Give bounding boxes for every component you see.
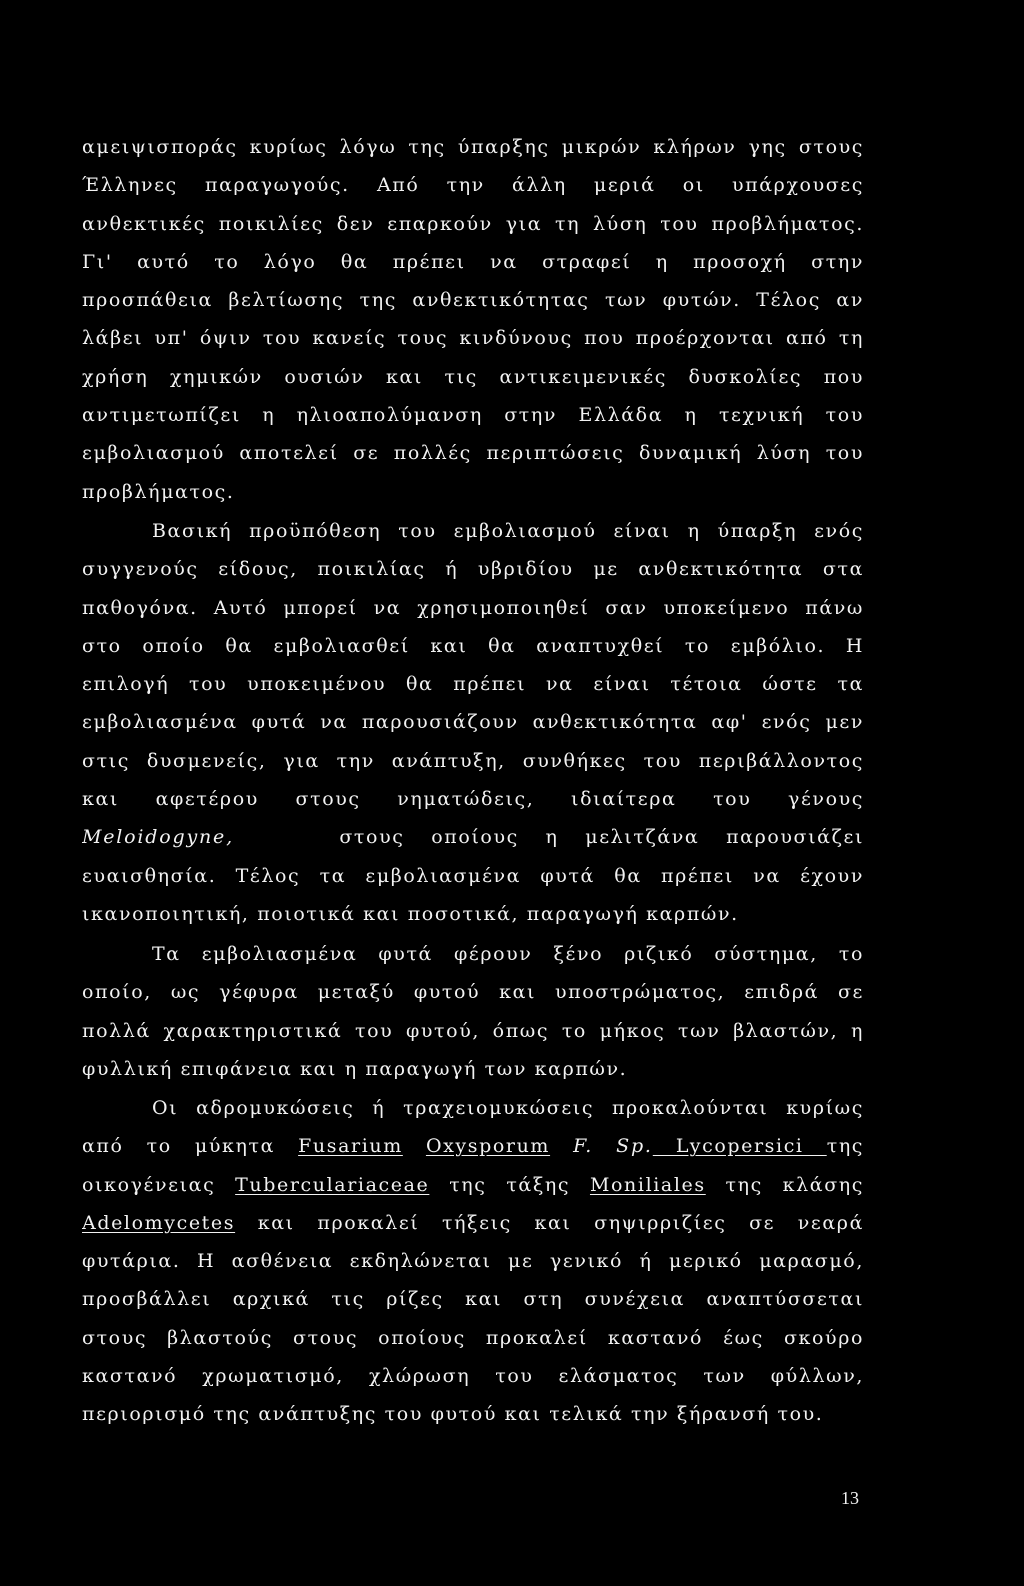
text-line: οποίο, ως γέφυρα μεταξύ φυτού και υποστρώματος, επιδρά σε <box>82 981 864 1004</box>
text-line: επιλογή του υποκειμένου θα πρέπει να είναι τέτοια ώστε τα <box>82 673 864 696</box>
text-line: φυτάρια. Η ασθένεια εκδηλώνεται με γενικό ή μερικό μαρασμό, <box>82 1250 864 1273</box>
text-line-class <box>82 1204 864 1242</box>
forma-specialis-name: Lycopersici <box>652 1135 827 1158</box>
text-fragment: στους οποίους η μελιτζάνα παρουσιάζει <box>339 826 864 849</box>
text-line: εμβολιασμού αποτελεί σε πολλές περιπτώσεις δυναμική λύση του <box>82 442 864 465</box>
text-line: ικανοποιητική, ποιοτικά και ποσοτικά, παραγωγή καρπών. <box>82 902 739 925</box>
genus-name-italic: Meloidogyne, <box>82 826 234 849</box>
text-fragment: και προκαλεί τήξεις και σηψιρριζίες σε νεαρά <box>257 1211 864 1234</box>
fungus-species: Oxysporum <box>425 1135 551 1158</box>
text-line: στο οποίο θα εμβολιασθεί και θα αναπτυχθεί το εμβόλιο. Η <box>82 634 864 657</box>
text-line: στους βλαστούς στους οποίους προκαλεί καστανό έως σκούρο <box>82 1326 864 1349</box>
paragraph-4 <box>82 1089 864 1434</box>
text-line: φυλλική επιφάνεια και η παραγωγή των καρπών. <box>82 1057 628 1080</box>
text-fragment: της τάξης <box>449 1173 571 1196</box>
text-fragment: από το μύκητα <box>82 1135 275 1158</box>
forma-abbrev: F. <box>573 1135 594 1158</box>
family-name: Tuberculariaceae <box>235 1173 430 1196</box>
text-line: Τα εμβολιασμένα φυτά φέρουν ξένο ριζικό σύστημα, το <box>152 943 864 965</box>
text-line: προσβάλλει αρχικά τις ρίζες και στη συνέχεια αναπτύσσεται <box>82 1288 864 1311</box>
text-line: αμειψισποράς κυρίως λόγω της ύπαρξης μικρών κλήρων γης στους <box>82 136 864 158</box>
text-line: καστανό χρωματισμό, χλώρωση του ελάσματος των φύλλων, <box>82 1365 864 1388</box>
text-line: συγγενούς είδους, ποικιλίας ή υβριδίου με ανθεκτικότητα στα <box>82 558 864 581</box>
text-line: ευαισθησία. Τέλος τα εμβολιασμένα φυτά θα πρέπει να έχουν <box>82 864 864 887</box>
text-line: παθογόνα. Αυτό μπορεί να χρησιμοποιηθεί σαν υποκείμενο πάνω <box>82 596 864 619</box>
text-line: περιορισμό της ανάπτυξης του φυτού και τελικά την ξήρανσή του. <box>82 1403 824 1426</box>
text-line: προβλήματος. <box>82 480 235 503</box>
text-line-taxonomy <box>82 1166 864 1204</box>
paragraph-1 <box>82 128 864 511</box>
page-number: 13 <box>841 1488 859 1508</box>
text-fragment: οικογένειας <box>82 1173 216 1196</box>
text-line: αντιμετωπίζει η ηλιοαπολύμανση στην Ελλάδα η τεχνική του <box>82 404 864 427</box>
text-line-with-genus <box>82 818 864 856</box>
text-line: πολλά χαρακτηριστικά του φυτού, όπως το μήκος των βλαστών, η <box>82 1019 864 1042</box>
text-line: Γι' αυτό το λόγο θα πρέπει να στραφεί η προσοχή στην <box>82 250 864 273</box>
text-fragment: της κλάσης <box>725 1173 864 1196</box>
text-line: χρήση χημικών ουσιών και τις αντικειμενικές δυσκολίες που <box>82 365 864 388</box>
paragraph-2 <box>82 512 864 933</box>
text-line: προσπάθεια βελτίωσης της ανθεκτικότητας των φυτών. Τέλος αν <box>82 289 864 312</box>
text-line: ανθεκτικές ποικιλίες δεν επαρκούν για τη λύση του προβλήματος. <box>82 212 864 235</box>
text-fragment: της <box>826 1135 864 1158</box>
paragraph-3 <box>82 935 864 1088</box>
text-line: Έλληνες παραγωγούς. Από την άλλη μεριά οι υπάρχουσες <box>82 174 864 197</box>
text-line: Βασική προϋπόθεση του εμβολιασμού είναι η ύπαρξη ενός <box>152 520 864 542</box>
text-line-fungus <box>82 1127 864 1165</box>
text-line: λάβει υπ' όψιν του κανείς τους κινδύνους που προέρχονται από τη <box>82 327 864 350</box>
text-line: και αφετέρου στους νηματώδεις, ιδιαίτερα του γένους <box>82 788 864 811</box>
specialis-abbrev: Sp. <box>616 1135 653 1158</box>
text-line: Οι αδρομυκώσεις ή τραχειομυκώσεις προκαλούνται κυρίως <box>152 1097 864 1119</box>
text-line: στις δυσμενείς, για την ανάπτυξη, συνθήκες του περιβάλλοντος <box>82 749 864 772</box>
order-name: Moniliales <box>589 1173 706 1196</box>
class-name: Adelomycetes <box>82 1211 236 1234</box>
fungus-genus: Fusarium <box>298 1135 403 1158</box>
text-line: εμβολιασμένα φυτά να παρουσιάζουν ανθεκτικότητα αφ' ενός μεν <box>82 711 864 734</box>
